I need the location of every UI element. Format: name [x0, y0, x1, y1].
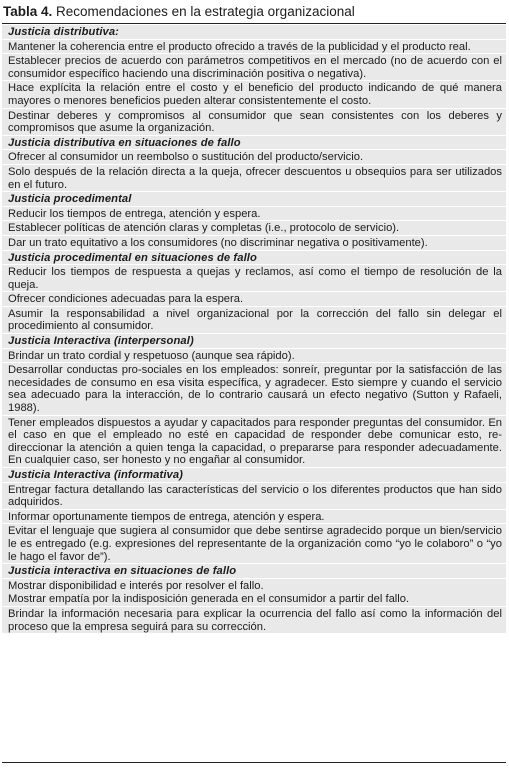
table-row: Informar oportunamente tiempos de entrega, atención y espera. [2, 510, 506, 525]
table-title [3, 3, 355, 21]
table-row: Dar un trato equitativo a los consumidores (no discriminar negativa o positivamente). [2, 236, 506, 251]
table-row: Destinar deberes y compromisos al consumidor que sean consistentes con los deberes y compromisos que asume la organización. [2, 109, 506, 136]
table-row: Asumir la responsabilidad a nivel organizacional por la corrección del fallo sin delegar el procedimiento al consumidor. [2, 307, 506, 334]
table-row: Entregar factura detallando las características del servicio o los diferentes productos que han sido adquiridos. [2, 483, 506, 510]
top-rule [2, 23, 506, 24]
table-row: Desarrollar conductas pro-sociales en los empleados: sonreír, preguntar por la satisfacción de las necesidades de consumo en esa visita específica, y agradecer. Esto siempre y cuando el servicio sea adecuado para la interacción, de lo contrario causará un efecto negativo (Sutton y Rafaeli, 1988). [2, 363, 506, 415]
table-row: Establecer políticas de atención claras y completas (i.e., protocolo de servicio). [2, 221, 506, 236]
section-heading: Justicia procedimental en situaciones de fallo [2, 251, 506, 266]
bottom-rule [2, 762, 506, 763]
table-row: Reducir los tiempos de entrega, atención y espera. [2, 207, 506, 222]
section-heading: Justicia procedimental [2, 192, 506, 207]
table-row: Mantener la coherencia entre el producto ofrecido a través de la publicidad y el producto real. [2, 40, 506, 55]
section-heading: Justicia interactiva en situaciones de fallo [2, 564, 506, 579]
table-row: Reducir los tiempos de respuesta a quejas y reclamos, así como el tiempo de resolución de la queja. [2, 265, 506, 292]
table-row: Brindar la información necesaria para explicar la ocurrencia del fallo así como la información del proceso que la empresa seguirá para su corrección. [2, 607, 506, 634]
table-row: Ofrecer al consumidor un reembolso o sustitución del producto/servicio. [2, 150, 506, 165]
table-row: Establecer precios de acuerdo con parámetros competitivos en el mercado (no de acuerdo con el consumidor específico haciendo una discriminación positiva o negativa). [2, 54, 506, 81]
table-row: Hace explícita la relación entre el costo y el beneficio del producto indicando de qué manera mayores o menores beneficios pueden alterar consistentemente el costo. [2, 81, 506, 108]
recommendations-table [2, 25, 506, 634]
section-heading: Justicia distributiva: [2, 25, 506, 40]
table-row: Ofrecer condiciones adecuadas para la espera. [2, 292, 506, 307]
table-row: Brindar un trato cordial y respetuoso (aunque sea rápido). [2, 349, 506, 364]
table-row: Mostrar empatía por la indisposición generada en el consumidor a partir del fallo. [2, 592, 506, 607]
table-row: Tener empleados dispuestos a ayudar y capacitados para responder preguntas del consumidor. En el caso en que el empleado no esté en capacidad de responder debe comunicar esto, re-direccionar la atención a quien tenga la capacidad, o prepararse para responder adecuadamente. En cualquier caso, ser honesto y no engañar al consumidor. [2, 416, 506, 468]
section-heading: Justicia Interactiva (informativa) [2, 468, 506, 483]
table-row: Mostrar disponibilidad e interés por resolver el fallo. [2, 579, 506, 593]
table-row: Solo después de la relación directa a la queja, ofrecer descuentos u obsequios para ser utilizados en el futuro. [2, 165, 506, 192]
section-heading: Justicia Interactiva (interpersonal) [2, 334, 506, 349]
section-heading: Justicia distributiva en situaciones de fallo [2, 136, 506, 151]
table-number: Tabla 4. [3, 4, 53, 19]
table-caption: Recomendaciones en la estrategia organizacional [56, 4, 355, 19]
table-row: Evitar el lenguaje que sugiera al consumidor que debe sentirse agradecido porque un bien/servicio le es entregado (e.g. expresiones del representante de la organización como “yo le colaboro” o “yo le hago el favor de”). [2, 524, 506, 564]
